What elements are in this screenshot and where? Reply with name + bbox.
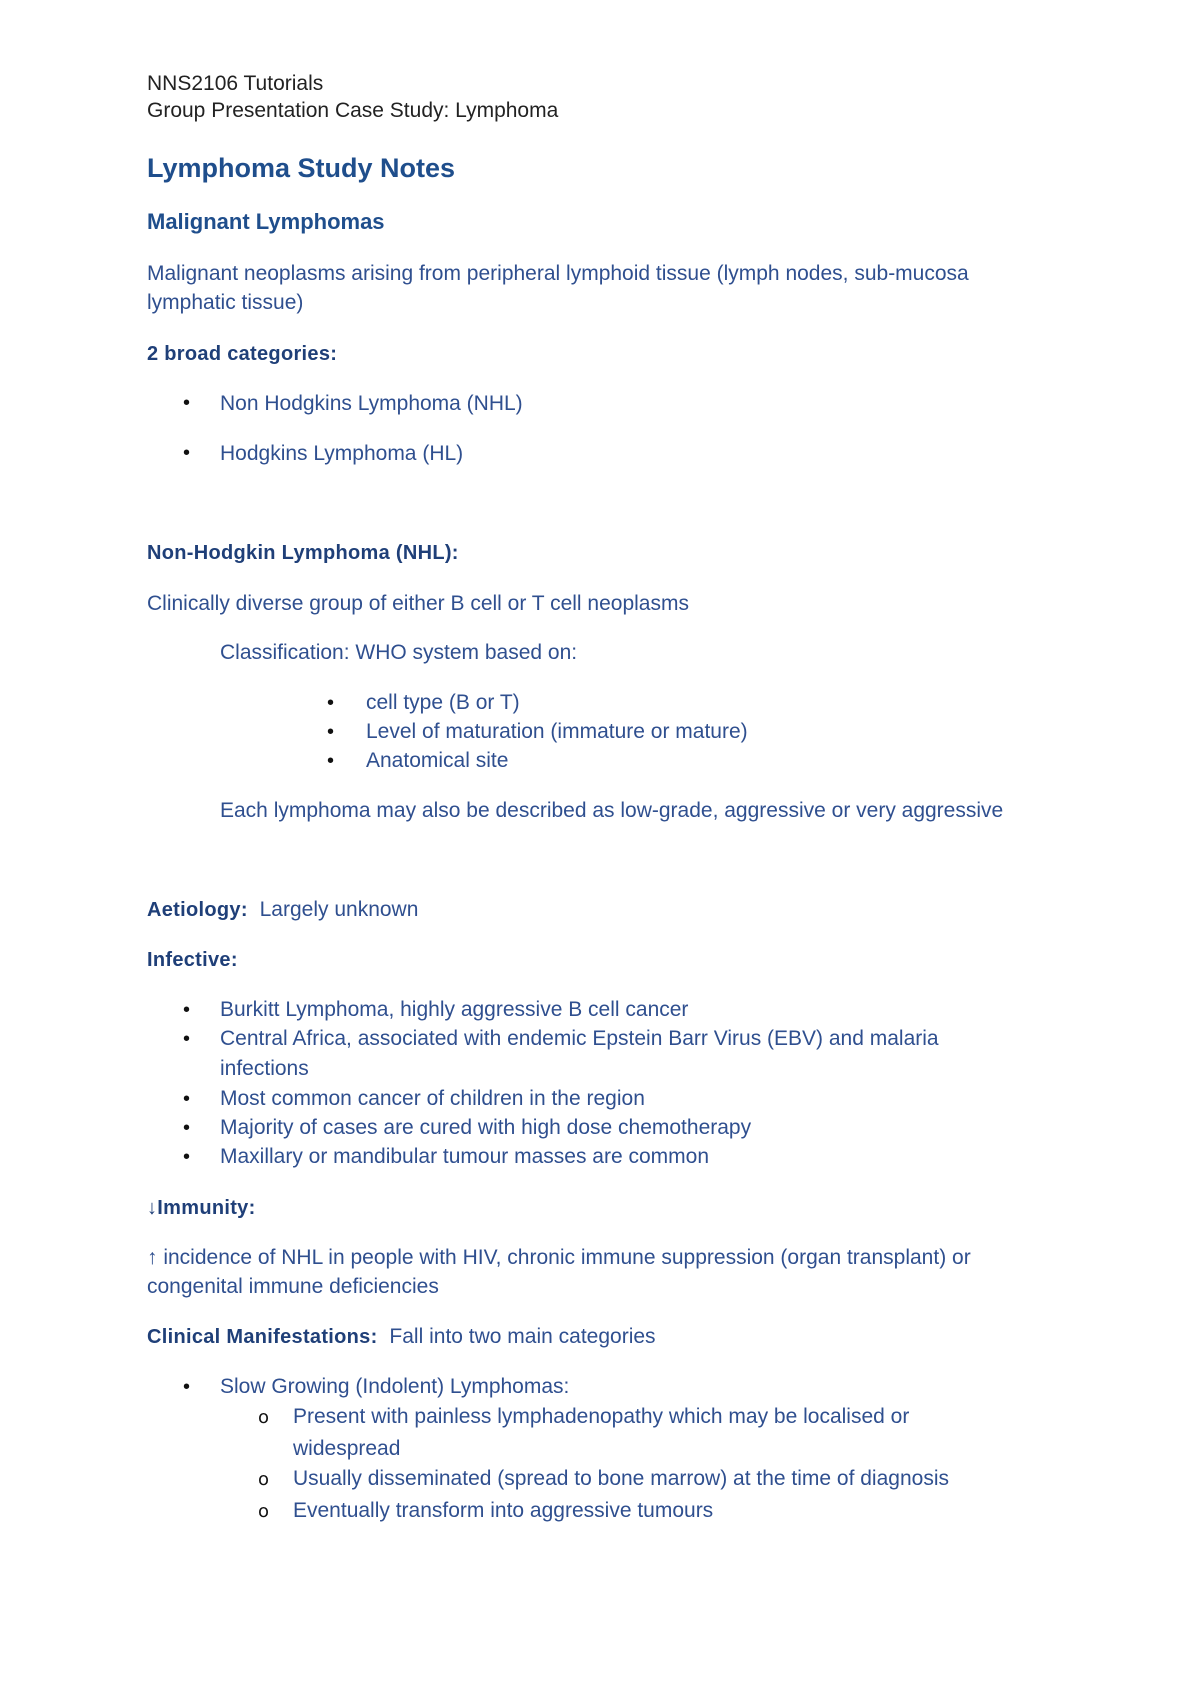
sub-bullet-icon: o: [258, 1501, 270, 1522]
malignant-description-line2: lymphatic tissue): [147, 291, 304, 314]
course-header: NNS2106 Tutorials: [147, 72, 324, 95]
bullet-icon: •: [183, 1088, 191, 1110]
bullet-icon: •: [183, 1376, 191, 1398]
infective-item-continuation: infections: [220, 1057, 309, 1080]
bullet-icon: •: [183, 392, 191, 414]
bullet-icon: •: [327, 692, 335, 714]
infective-item: Majority of cases are cured with high dose chemotherapy: [220, 1116, 752, 1139]
section-heading-nhl: Non-Hodgkin Lymphoma (NHL):: [147, 542, 459, 564]
sub-bullet-icon: o: [258, 1407, 270, 1428]
category-item: Hodgkins Lymphoma (HL): [220, 442, 464, 465]
infective-item: Burkitt Lymphoma, highly aggressive B cell cancer: [220, 998, 689, 1021]
aetiology-value: Largely unknown: [259, 898, 419, 921]
bullet-icon: •: [183, 442, 191, 464]
bullet-icon: •: [183, 1028, 191, 1050]
bullet-icon: •: [183, 999, 191, 1021]
bullet-icon: •: [327, 750, 335, 772]
aetiology-line: [147, 897, 418, 923]
bullet-icon: •: [183, 1117, 191, 1139]
classification-text: Classification: WHO system based on:: [220, 641, 578, 664]
grading-text: Each lymphoma may also be described as low-grade, aggressive or very aggressive: [220, 799, 1004, 822]
bullet-icon: •: [183, 1146, 191, 1168]
clinical-category: Slow Growing (Indolent) Lymphomas:: [220, 1375, 570, 1398]
infective-item: Central Africa, associated with endemic Epstein Barr Virus (EBV) and malaria: [220, 1027, 939, 1050]
immunity-heading: ↓Immunity:: [147, 1197, 256, 1219]
immunity-text-line2: congenital immune deficiencies: [147, 1275, 439, 1298]
bullet-icon: •: [327, 721, 335, 743]
section-heading-malignant: Malignant Lymphomas: [147, 209, 385, 234]
sub-bullet-icon: o: [258, 1469, 270, 1490]
criteria-item: cell type (B or T): [366, 691, 520, 714]
criteria-item: Level of maturation (immature or mature): [366, 720, 748, 743]
criteria-item: Anatomical site: [366, 749, 509, 772]
clinical-sub-item: Usually disseminated (spread to bone marrow) at the time of diagnosis: [293, 1467, 949, 1490]
infective-item: Most common cancer of children in the region: [220, 1087, 645, 1110]
infective-heading: Infective:: [147, 949, 238, 971]
clinical-line: [147, 1324, 656, 1350]
clinical-sub-item: Present with painless lymphadenopathy which may be localised or: [293, 1405, 910, 1428]
clinical-sub-item-continuation: widespread: [293, 1437, 401, 1460]
malignant-description-line1: Malignant neoplasms arising from peripheral lymphoid tissue (lymph nodes, sub-mucosa: [147, 262, 969, 285]
category-item: Non Hodgkins Lymphoma (NHL): [220, 392, 523, 415]
clinical-value: Fall into two main categories: [389, 1325, 656, 1348]
document-subtitle: Group Presentation Case Study: Lymphoma: [147, 99, 559, 122]
page-title: Lymphoma Study Notes: [147, 153, 456, 183]
categories-heading: 2 broad categories:: [147, 343, 338, 365]
clinical-label: Clinical Manifestations:: [147, 1326, 378, 1348]
nhl-description: Clinically diverse group of either B cell or T cell neoplasms: [147, 592, 689, 615]
aetiology-label: Aetiology:: [147, 899, 248, 921]
clinical-sub-item: Eventually transform into aggressive tumours: [293, 1499, 714, 1522]
immunity-text-line1: ↑ incidence of NHL in people with HIV, chronic immune suppression (organ transplant) or: [147, 1246, 971, 1269]
infective-item: Maxillary or mandibular tumour masses are common: [220, 1145, 709, 1168]
